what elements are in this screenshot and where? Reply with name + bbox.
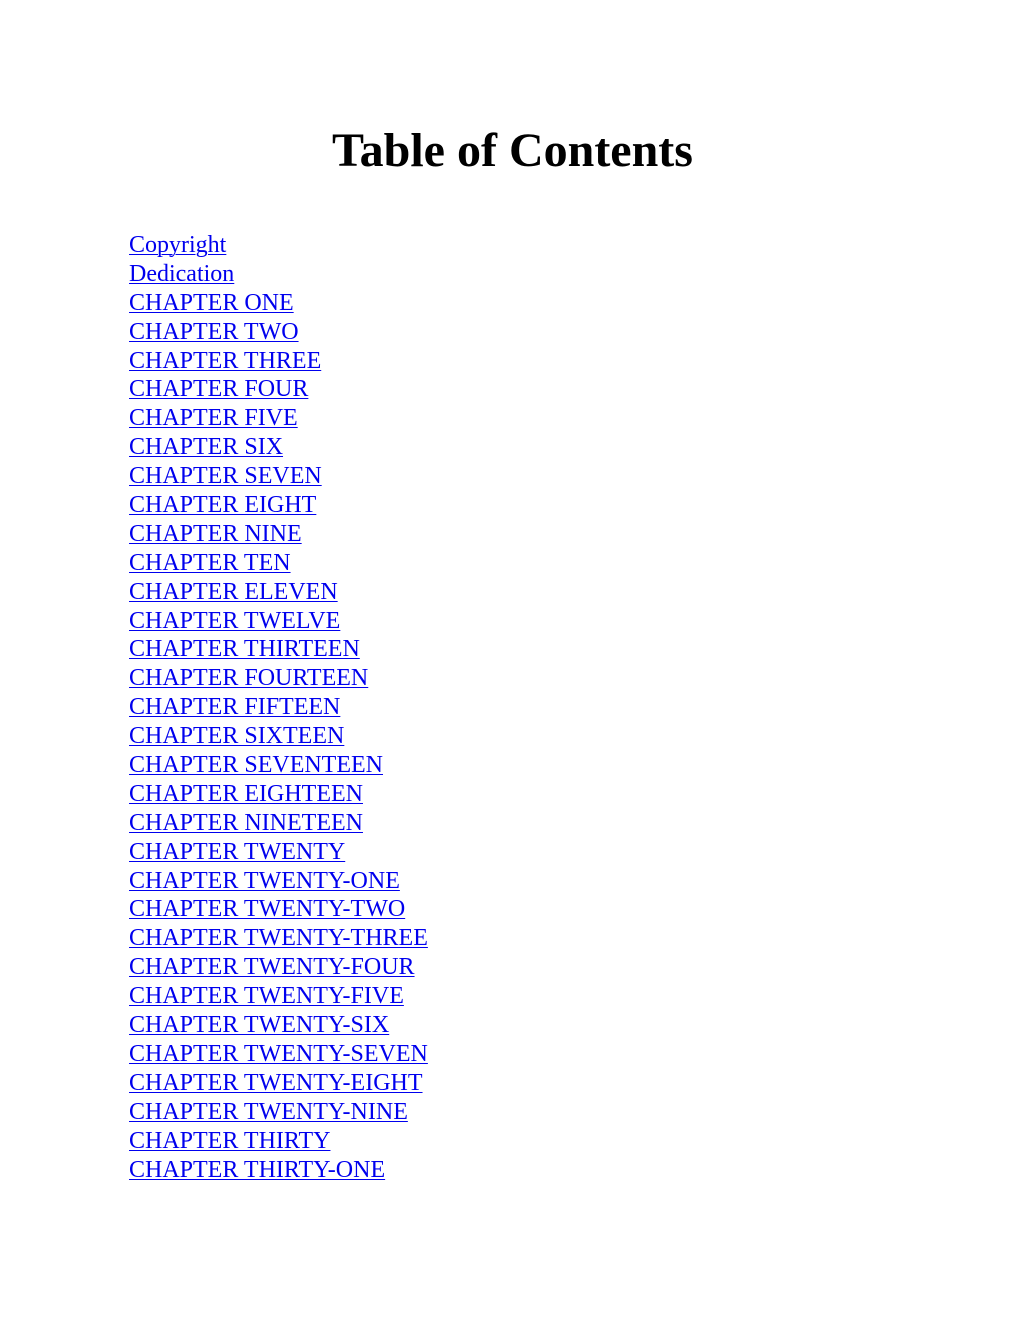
toc-item [129,722,428,751]
toc-link-chapter-seventeen[interactable]: CHAPTER SEVENTEEN [129,752,383,779]
toc-item [129,462,428,491]
toc-item [129,953,428,982]
toc-link-chapter-twenty-seven[interactable]: CHAPTER TWENTY-SEVEN [129,1040,428,1067]
toc-item [129,607,428,636]
toc-link-chapter-twenty[interactable]: CHAPTER TWENTY [129,838,346,865]
toc-link-chapter-thirty[interactable]: CHAPTER THIRTY [129,1127,331,1154]
toc-item [129,1156,428,1185]
toc-item [129,231,428,260]
toc-item [129,404,428,433]
toc-item [129,433,428,462]
toc-item [129,780,428,809]
toc-item [129,635,428,664]
toc-item [129,578,428,607]
toc-link-chapter-four[interactable]: CHAPTER FOUR [129,376,309,403]
toc-link-chapter-seven[interactable]: CHAPTER SEVEN [129,463,322,490]
toc-link-chapter-three[interactable]: CHAPTER THREE [129,347,322,374]
toc-list [129,231,428,1184]
toc-link-chapter-thirteen[interactable]: CHAPTER THIRTEEN [129,636,360,663]
toc-link-chapter-twelve[interactable]: CHAPTER TWELVE [129,607,341,634]
toc-link-chapter-twenty-six[interactable]: CHAPTER TWENTY-SIX [129,1012,390,1039]
toc-item [129,549,428,578]
toc-item [129,289,428,318]
toc-item [129,751,428,780]
toc-link-chapter-nineteen[interactable]: CHAPTER NINETEEN [129,809,363,836]
toc-item [129,664,428,693]
toc-link-chapter-thirty-one[interactable]: CHAPTER THIRTY-ONE [129,1156,386,1183]
toc-link-chapter-twenty-three[interactable]: CHAPTER TWENTY-THREE [129,925,428,952]
toc-item [129,838,428,867]
toc-link-chapter-fifteen[interactable]: CHAPTER FIFTEEN [129,694,341,721]
toc-link-chapter-ten[interactable]: CHAPTER TEN [129,549,291,576]
toc-item [129,693,428,722]
toc-item [129,491,428,520]
toc-link-copyright[interactable]: Copyright [129,232,227,258]
toc-link-chapter-six[interactable]: CHAPTER SIX [129,434,284,461]
toc-link-chapter-twenty-eight[interactable]: CHAPTER TWENTY-EIGHT [129,1069,423,1096]
toc-link-chapter-eight[interactable]: CHAPTER EIGHT [129,492,317,519]
toc-item [129,809,428,838]
toc-item [129,1127,428,1156]
toc-link-chapter-twenty-one[interactable]: CHAPTER TWENTY-ONE [129,867,400,894]
toc-item [129,924,428,953]
toc-link-chapter-eleven[interactable]: CHAPTER ELEVEN [129,578,338,605]
toc-item [129,1098,428,1127]
toc-link-chapter-two[interactable]: CHAPTER TWO [129,318,299,345]
toc-link-chapter-fourteen[interactable]: CHAPTER FOURTEEN [129,665,369,692]
toc-item [129,895,428,924]
toc-item [129,1040,428,1069]
toc-link-chapter-five[interactable]: CHAPTER FIVE [129,405,298,432]
toc-link-chapter-sixteen[interactable]: CHAPTER SIXTEEN [129,723,345,750]
toc-item [129,1011,428,1040]
page-title: Table of Contents [332,124,693,177]
toc-link-chapter-twenty-four[interactable]: CHAPTER TWENTY-FOUR [129,954,415,981]
toc-item [129,867,428,896]
toc-link-chapter-one[interactable]: CHAPTER ONE [129,289,294,316]
toc-link-chapter-twenty-five[interactable]: CHAPTER TWENTY-FIVE [129,983,404,1010]
toc-item [129,1069,428,1098]
toc-link-chapter-nine[interactable]: CHAPTER NINE [129,520,302,547]
toc-item [129,520,428,549]
toc-item [129,347,428,376]
toc-link-dedication[interactable]: Dedication [129,260,235,287]
toc-item [129,982,428,1011]
toc-link-chapter-twenty-nine[interactable]: CHAPTER TWENTY-NINE [129,1098,408,1125]
toc-item [129,375,428,404]
toc-item [129,318,428,347]
toc-link-chapter-eighteen[interactable]: CHAPTER EIGHTEEN [129,780,363,807]
toc-item [129,260,428,289]
toc-link-chapter-twenty-two[interactable]: CHAPTER TWENTY-TWO [129,896,406,923]
